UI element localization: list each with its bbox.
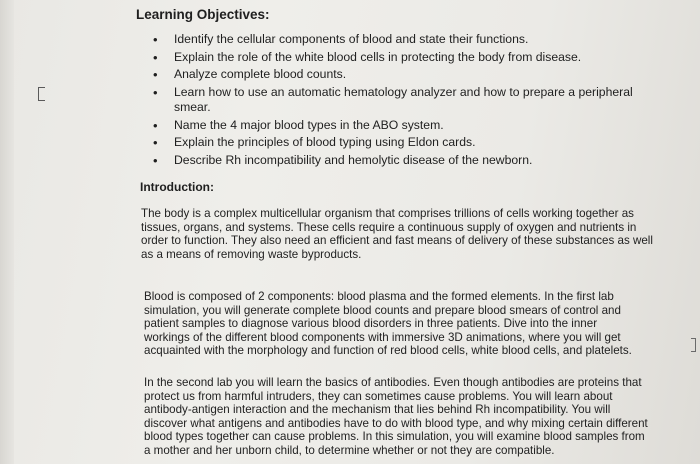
intro-paragraph-2: Blood is composed of 2 components: blood plasma and the formed elements. In the first lab simulation, you will generate complete blood counts and prepare blood smears of control and patient samples to diagnose various blood disorders in three patients. Dive into the inner workings of the different blood components with immersive 3D animations, where you will get acquainted with the morphology and function of red blood cells, white blood cells, and platelets. [144, 290, 632, 358]
bullet-icon: • [153, 152, 158, 168]
right-bracket-icon [691, 338, 696, 352]
intro-paragraph-1: The body is a complex multicellular organism that comprises trillions of cells working together as tissues, organs, and systems. These cells require a continuous supply of oxygen and nutrients in order to function. They also need an efficient and fast means of delivery of these substances as well as a means of removing waste byproducts. [141, 207, 653, 261]
bullet-icon: • [153, 49, 158, 65]
bullet-icon: • [153, 84, 158, 100]
bullet-icon: • [153, 67, 158, 82]
list-item: • Analyze complete blood counts. [153, 67, 347, 82]
objectives-list [142, 32, 644, 170]
bullet-icon: • [153, 32, 158, 47]
list-item: • Describe Rh incompatibility and hemolytic disease of the newborn. [153, 152, 533, 168]
bullet-icon: • [153, 117, 158, 133]
list-item: • Explain the role of the white blood cells in protecting the body from disease. [153, 49, 582, 65]
intro-paragraph-3: In the second lab you will learn the basics of antibodies. Even though antibodies are proteins that protect us from harmful intruders, they can sometimes cause problems. You will learn about antibody-antigen interaction and the mechanism that lies behind Rh incompatibility. You will discover what antigens and antibodies have to do with blood type, and why mixing certain different blood types together can cause problems. In this simulation, you will examine blood samples from a mother and her unborn child, to determine whether or not they are compatible. [144, 376, 648, 457]
list-item: • Learn how to use an automatic hematology analyzer and how to prepare a peripheral smear. [153, 84, 633, 114]
list-item: • Explain the principles of blood typing using Eldon cards. [153, 135, 476, 150]
list-item: • Identify the cellular components of blood and state their functions. [153, 32, 529, 47]
screen-edge [0, 0, 14, 464]
introduction-heading: Introduction: [140, 180, 214, 194]
bullet-icon: • [153, 135, 158, 150]
list-item: • Name the 4 major blood types in the ABO system. [153, 117, 444, 133]
side-bracket-icon [38, 87, 45, 101]
objectives-heading: Learning Objectives: [136, 7, 270, 22]
